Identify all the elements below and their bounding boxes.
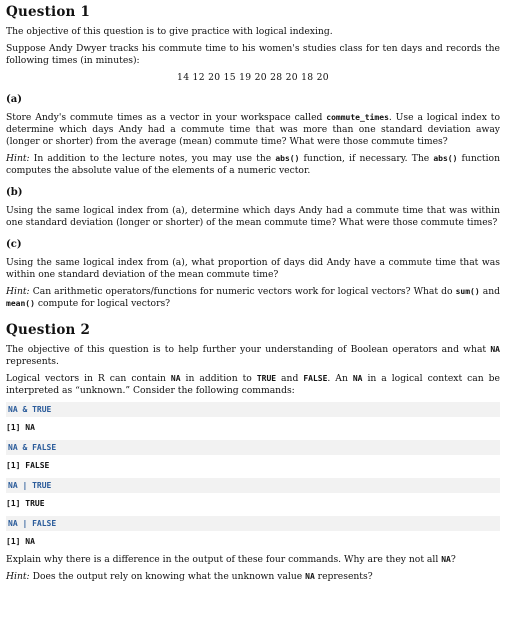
q2-intro-text-2: represents. bbox=[6, 356, 59, 367]
code-output: [1] NA bbox=[6, 423, 35, 432]
code-false: FALSE bbox=[303, 374, 328, 383]
part-b-text: Using the same logical index from (a), determine which days Andy had a commute time that was within one standard deviation (longer or shorter) of the mean commute time? What were those commute times? bbox=[6, 205, 500, 228]
hint-text-3: function computes the absolute value of the elements of a numeric vector. bbox=[6, 153, 500, 176]
code-commute-times: commute_times bbox=[326, 113, 389, 122]
question-1-title: Question 1 bbox=[6, 4, 91, 20]
hint-text-1: In addition to the lecture notes, you may use the bbox=[29, 153, 276, 164]
command-list bbox=[6, 402, 500, 547]
part-a-hint bbox=[6, 153, 500, 177]
hint-text-1: Can arithmetic operators/functions for numeric vectors work for logical vectors? What do bbox=[29, 286, 456, 297]
part-c-label: (c) bbox=[6, 239, 22, 250]
code-na: NA bbox=[441, 555, 451, 564]
code-sum: sum() bbox=[455, 287, 480, 296]
q2-text: in addition to bbox=[180, 373, 257, 384]
hint-text-3: compute for logical vectors? bbox=[34, 298, 171, 309]
q2-explain-text-1: Explain why there is a difference in the output of these four commands. Why are they not all bbox=[6, 554, 442, 565]
part-a-text-2: . Use a logical index to determine which days Andy had a commute time that was more than one standard deviation away (longer or shorter) from the average (mean) commute time? What were those commute times? bbox=[6, 112, 500, 147]
code-input: NA | TRUE bbox=[6, 478, 500, 493]
q2-text: in a logical context can be interpreted as “unknown.” Consider the following commands: bbox=[6, 373, 500, 396]
code-na: NA bbox=[352, 374, 363, 383]
code-na: NA bbox=[305, 572, 315, 581]
commute-times-list: 14 12 20 15 19 20 28 20 18 20 bbox=[177, 72, 329, 83]
q2-text: . An bbox=[327, 373, 353, 384]
code-na: NA bbox=[490, 345, 500, 354]
part-b-label: (b) bbox=[6, 187, 23, 198]
q2-text: and bbox=[276, 373, 304, 384]
code-abs: abs() bbox=[433, 154, 458, 163]
hint-text-1: Does the output rely on knowing what the unknown value bbox=[29, 571, 306, 582]
q1-intro: The objective of this question is to give practice with logical indexing. bbox=[6, 26, 333, 37]
q2-intro bbox=[6, 344, 500, 368]
part-a-text-1: Store Andy's commute times as a vector in your workspace called bbox=[6, 112, 327, 123]
hint-label: Hint: bbox=[6, 286, 30, 297]
hint-label: Hint: bbox=[6, 153, 30, 164]
q2-explain bbox=[6, 554, 500, 566]
code-output: [1] FALSE bbox=[6, 461, 50, 470]
code-mean: mean() bbox=[6, 299, 35, 308]
q2-paragraph bbox=[6, 373, 500, 397]
code-na: NA bbox=[170, 374, 181, 383]
hint-text-2: function, if necessary. The bbox=[299, 153, 434, 164]
question-2-title: Question 2 bbox=[6, 322, 91, 338]
hint-text-2: and bbox=[479, 286, 500, 297]
code-input: NA & TRUE bbox=[6, 402, 500, 417]
code-input: NA | FALSE bbox=[6, 516, 500, 531]
part-c-text: Using the same logical index from (a), what proportion of days did Andy have a commute time that was within one standard deviation of the mean commute time? bbox=[6, 257, 500, 280]
q2-intro-text-1: The objective of this question is to help further your understanding of Boolean operators and what bbox=[6, 344, 491, 355]
q2-text: Logical vectors in R can contain bbox=[6, 373, 171, 384]
q2-explain-text-2: ? bbox=[450, 554, 456, 565]
hint-text-2: represents? bbox=[314, 571, 373, 582]
code-output: [1] TRUE bbox=[6, 499, 45, 508]
q2-hint bbox=[6, 571, 500, 583]
part-a-label: (a) bbox=[6, 94, 22, 105]
part-c-hint bbox=[6, 286, 500, 310]
code-input: NA & FALSE bbox=[6, 440, 500, 455]
part-a-text bbox=[6, 112, 500, 148]
code-true: TRUE bbox=[256, 374, 277, 383]
hint-label: Hint: bbox=[6, 571, 30, 582]
q1-setup: Suppose Andy Dwyer tracks his commute time to his women's studies class for ten days and records the following times (in minutes): bbox=[6, 43, 500, 66]
code-abs: abs() bbox=[275, 154, 300, 163]
code-output: [1] NA bbox=[6, 537, 35, 546]
